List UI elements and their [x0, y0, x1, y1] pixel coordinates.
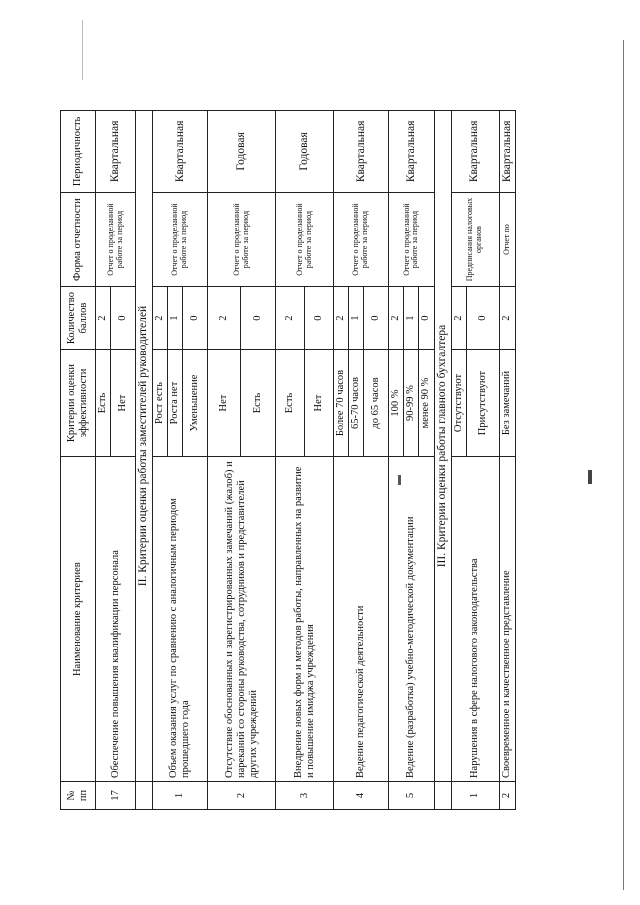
table-header-row: [61, 111, 96, 810]
criterion-name: Ведение (разработка) учебно-методической документации: [389, 457, 434, 782]
header-form: Форма отчетности: [61, 192, 96, 287]
report-period: Годовая: [276, 111, 334, 193]
points-value: 1: [404, 287, 419, 349]
criterion-name: Ведение педагогической деятельности: [334, 457, 389, 782]
criterion-value: 90-99 %: [404, 349, 419, 457]
report-form: Отчет о проделанной работе за период: [208, 192, 276, 287]
row-num: 2: [208, 782, 276, 810]
points-value: 0: [419, 287, 434, 349]
section-title: III. Критерии оценки работы главного бухгалтера: [434, 111, 451, 782]
criterion-name: Отсутствие обоснованных и зарегистрированных замечаний (жалоб) и нареканий со стороны руководства, сотрудников и представителей других учреждений: [208, 457, 276, 782]
report-form: Отчет по: [499, 192, 515, 287]
criterion-name: Нарушения в сфере налогового законодательства: [451, 457, 499, 782]
criterion-name: Внедрение новых форм и методов работы, направленных на развитие и повышение имиджа учреждения: [276, 457, 334, 782]
points-value: 2: [96, 287, 111, 349]
points-value: 0: [364, 287, 389, 349]
report-period: Годовая: [208, 111, 276, 193]
header-name: Наименование критериев: [61, 457, 96, 782]
report-form: Отчет о проделанной работе за период: [389, 192, 434, 287]
points-value: 1: [168, 287, 183, 349]
report-period: Квартальная: [451, 111, 499, 193]
header-points: Количество баллов: [61, 287, 96, 349]
report-period: Квартальная: [499, 111, 515, 193]
row-num: 2: [499, 782, 515, 810]
points-value: 2: [334, 287, 349, 349]
scan-mark: [588, 470, 592, 484]
points-value: 0: [183, 287, 208, 349]
criterion-value: 65-70 часов: [349, 349, 364, 457]
row-num: 17: [96, 782, 136, 810]
points-value: 2: [451, 287, 466, 349]
report-form: Предписания налоговых органов: [451, 192, 499, 287]
points-value: 0: [466, 287, 499, 349]
criterion-value: Отсутствуют: [451, 349, 466, 457]
criteria-table: [60, 110, 516, 810]
criterion-value: Рост есть: [153, 349, 168, 457]
header-period: Периодичность: [61, 111, 96, 193]
row-num: 1: [153, 782, 208, 810]
table-row: [153, 111, 168, 810]
criterion-value: до 65 часов: [364, 349, 389, 457]
criterion-name: Объем оказания услуг по сравнению с аналогичным периодом прошедшего года: [153, 457, 208, 782]
section-header-row: [434, 111, 451, 810]
points-value: 1: [349, 287, 364, 349]
table-row: [451, 111, 466, 810]
criterion-value: Есть: [241, 349, 276, 457]
table-row: [334, 111, 349, 810]
points-value: 0: [111, 287, 136, 349]
criterion-value: Без замечаний: [499, 349, 515, 457]
row-num: 4: [334, 782, 389, 810]
criterion-value: Есть: [96, 349, 111, 457]
header-num: № пп: [61, 782, 96, 810]
points-value: 2: [499, 287, 515, 349]
points-value: 2: [153, 287, 168, 349]
points-value: 2: [208, 287, 241, 349]
report-period: Квартальная: [96, 111, 136, 193]
report-period: Квартальная: [389, 111, 434, 193]
points-value: 0: [241, 287, 276, 349]
report-form: Отчет о проделанной работе за период: [96, 192, 136, 287]
criterion-name: Своевременное и качественное представление: [499, 457, 515, 782]
criterion-value: Более 70 часов: [334, 349, 349, 457]
row-num: 5: [389, 782, 434, 810]
report-form: Отчет о проделанной работе за период: [334, 192, 389, 287]
report-period: Квартальная: [153, 111, 208, 193]
criterion-value: Нет: [111, 349, 136, 457]
criterion-value: Есть: [276, 349, 305, 457]
points-value: 2: [276, 287, 305, 349]
row-num: 3: [276, 782, 334, 810]
criterion-value: 100 %: [389, 349, 404, 457]
section-header-row: [136, 111, 153, 810]
criterion-value: Уменьшение: [183, 349, 208, 457]
criterion-value: Нет: [305, 349, 334, 457]
report-period: Квартальная: [334, 111, 389, 193]
table-row: [389, 111, 404, 810]
points-value: 2: [389, 287, 404, 349]
report-form: Отчет о проделанной работе за период: [276, 192, 334, 287]
table-row: [276, 111, 305, 810]
row-num: 1: [451, 782, 499, 810]
table-row: [96, 111, 111, 810]
criterion-value: Роста нет: [168, 349, 183, 457]
scan-mark: [82, 20, 83, 80]
scan-edge-line: [623, 40, 624, 890]
points-value: 0: [305, 287, 334, 349]
criterion-value: Нет: [208, 349, 241, 457]
table-row: [499, 111, 515, 810]
report-form: Отчет о проделанной работе за период: [153, 192, 208, 287]
criterion-name: Обеспечение повышения квалификации персонала: [96, 457, 136, 782]
scan-mark: [398, 475, 401, 485]
section-title: II. Критерии оценки работы заместителей руководителей: [136, 111, 153, 782]
table-row: [208, 111, 241, 810]
criterion-value: менее 90 %: [419, 349, 434, 457]
criterion-value: Присутствуют: [466, 349, 499, 457]
header-criteria: Критерии оценки эффективности: [61, 349, 96, 457]
